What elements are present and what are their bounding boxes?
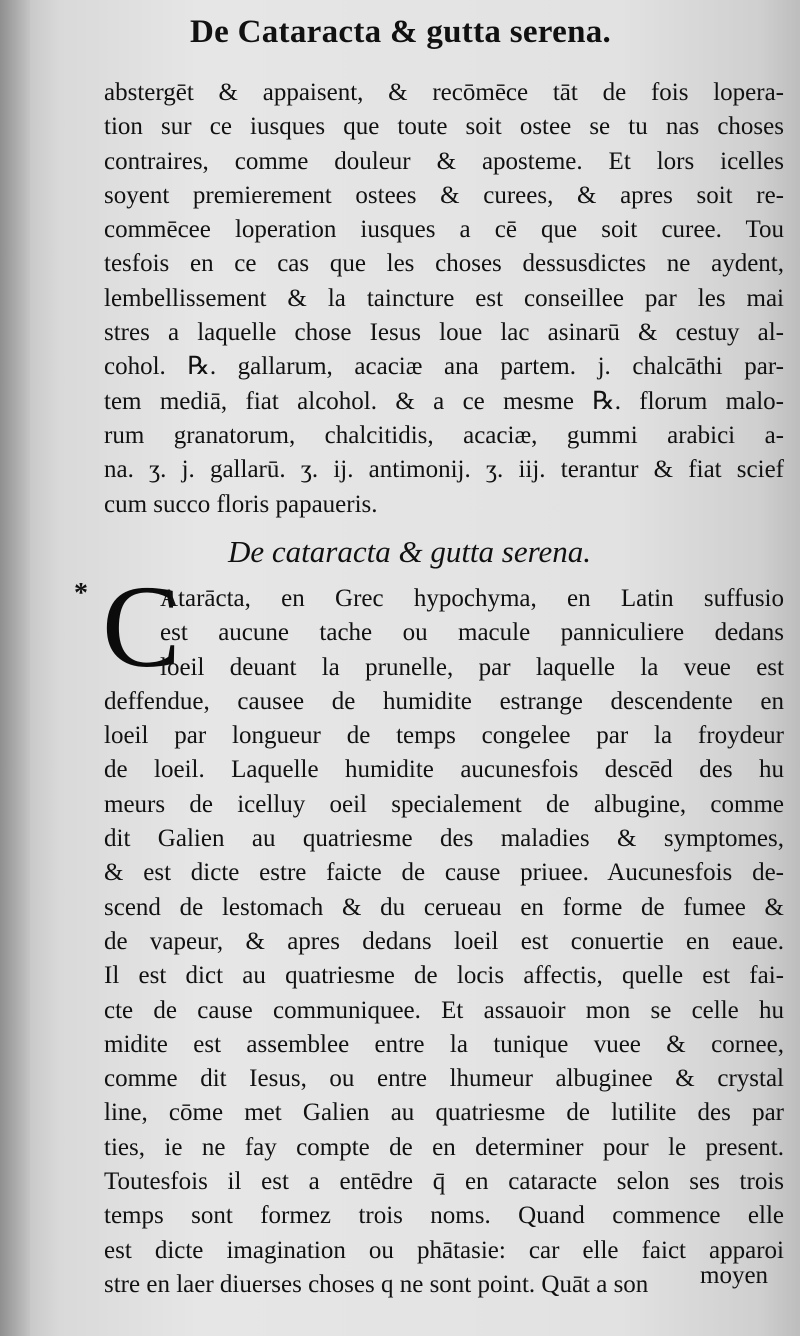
text-line: tion sur ce iusques que toute soit ostee se tu nas choses: [104, 113, 784, 141]
text-line: temps sont formez trois noms. Quand commence elle: [104, 1202, 784, 1230]
text-line: meurs de icelluy oeil specialement de albugine, comme: [104, 790, 784, 818]
text-line: loeil par longueur de temps congelee par la froydeur: [104, 722, 784, 750]
text-block-continuation: [104, 76, 784, 522]
marginal-asterisk: *: [74, 578, 88, 609]
text-line: est aucune tache ou macule panniculiere dedans: [160, 619, 784, 647]
text-line: line, cōme met Galien au quatriesme de lutilite des par: [104, 1099, 784, 1127]
text-line: comme dit Iesus, ou entre lhumeur albuginee & crystal: [104, 1065, 784, 1093]
text-line: stre en laer diuerses choses q ne sont point. Quāt a son: [104, 1270, 649, 1298]
text-line: deffendue, causee de humidite estrange descendente en: [104, 687, 784, 715]
text-line: tem mediā, fiat alcohol. & a ce mesme ℞. florum malo-: [104, 387, 784, 415]
text-line: cum succo floris papaueris.: [104, 490, 378, 518]
text-line: na. ʒ. j. gallarū. ʒ. ij. antimonij. ʒ. iij. terantur & fiat scief: [104, 456, 784, 484]
text-line: & est dicte estre faicte de cause priuee. Aucunesfois de-: [104, 859, 784, 887]
running-head: De Cataracta & gutta serena.: [190, 14, 612, 50]
text-line: scend de lestomach & du cerueau en forme de fumee &: [104, 893, 784, 921]
section-heading: De cataracta & gutta serena.: [228, 534, 592, 569]
text-line: commēcee loperation iusques a cē que soit curee. Tou: [104, 216, 784, 244]
text-block-cataracta: [104, 582, 784, 1302]
text-line: est dicte imagination ou phātasie: car elle faict apparoi: [104, 1236, 784, 1264]
text-line: midite est assemblee entre la tunique vuee & cornee,: [104, 1030, 784, 1058]
text-line: soyent premierement ostees & curees, & apres soit re-: [104, 181, 784, 209]
text-line: stres a laquelle chose Iesus loue lac asinarū & cestuy al-: [104, 319, 784, 347]
text-line: contraires, comme douleur & aposteme. Et lors icelles: [104, 147, 784, 175]
text-line: abstergēt & appaisent, & recōmēce tāt de fois lopera-: [104, 79, 784, 106]
text-line: Il est dict au quatriesme de locis affectis, quelle est fai-: [104, 962, 784, 990]
text-line: ties, ie ne fay compte de en determiner pour le present.: [104, 1133, 784, 1161]
text-line: loeil deuant la prunelle, par laquelle la veue est: [160, 653, 784, 681]
text-line: dit Galien au quatriesme des maladies & symptomes,: [104, 825, 784, 853]
text-line: tesfois en ce cas que les choses dessusdictes ne aydent,: [104, 250, 784, 278]
text-line: de vapeur, & apres dedans loeil est conuertie en eaue.: [104, 927, 784, 955]
page-gutter-shadow: [0, 0, 30, 1336]
text-line: Atarācta, en Grec hypochyma, en Latin suffusio: [160, 585, 784, 612]
catchword: moyen: [700, 1262, 769, 1289]
text-line: rum granatorum, chalcitidis, acaciæ, gummi arabici a-: [104, 421, 784, 449]
text-line: Toutesfois il est a entēdre q̄ en cataracte selon ses trois: [104, 1168, 784, 1196]
text-line: de loeil. Laquelle humidite aucunesfois descēd des hu: [104, 756, 784, 784]
drop-cap-initial: C: [102, 561, 181, 692]
text-line: cte de cause communiquee. Et assauoir mon se celle hu: [104, 996, 784, 1024]
text-line: cohol. ℞. gallarum, acaciæ ana partem. j. chalcāthi par-: [104, 353, 784, 381]
text-line: lembellissement & la taincture est conseillee par les mai: [104, 284, 784, 312]
